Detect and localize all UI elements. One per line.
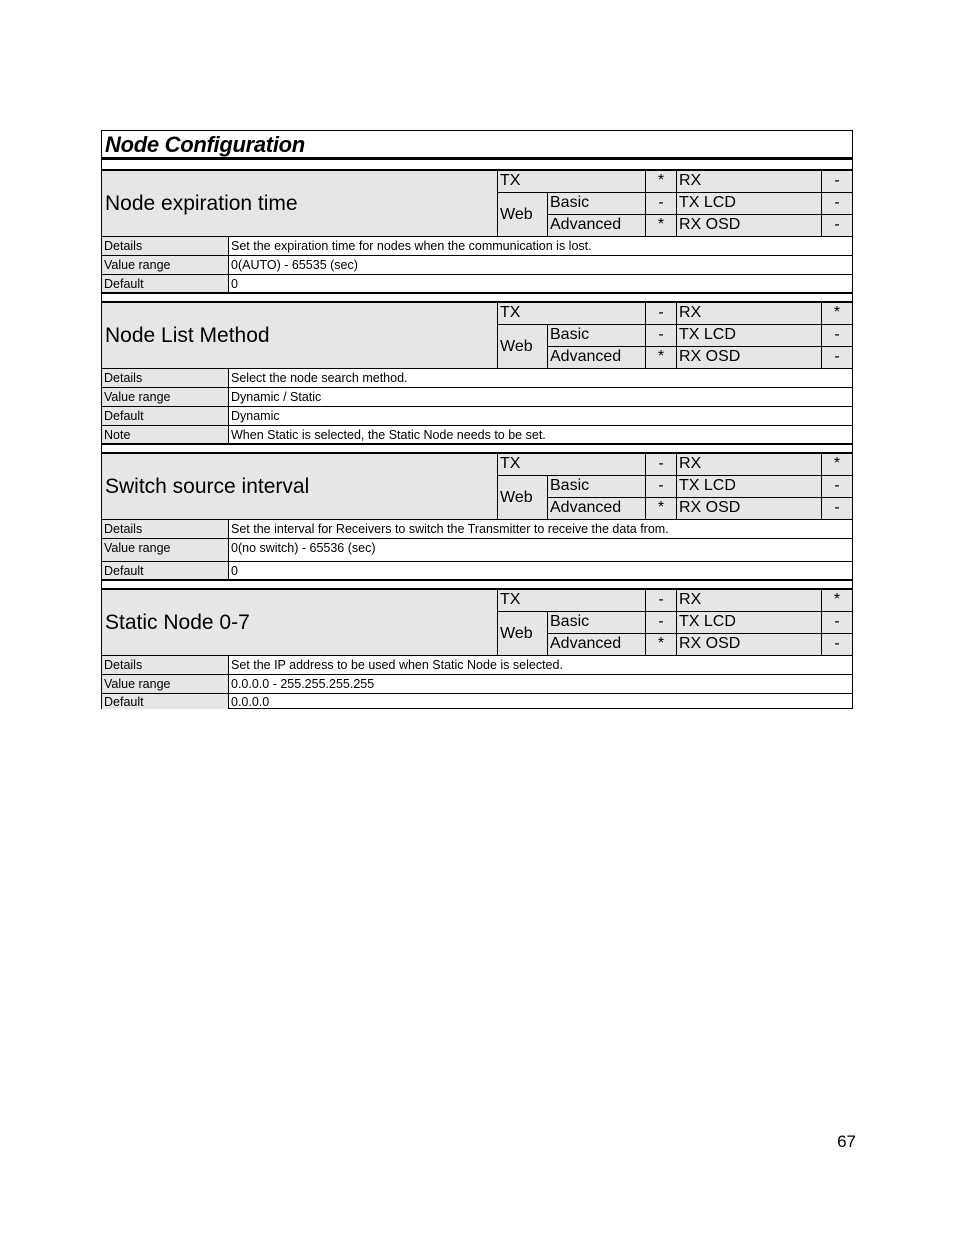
row-key: Details [102, 656, 229, 674]
section-separator [102, 159, 852, 171]
row-key: Value range [102, 388, 229, 406]
value-range-row [102, 256, 852, 275]
section-separator [102, 293, 852, 303]
section-header [102, 454, 852, 520]
node-configuration-table [101, 130, 853, 709]
tx-label: TX [498, 171, 646, 193]
availability-grid [498, 171, 852, 237]
rx-osd-label: RX OSD [677, 215, 822, 237]
tx-lcd-mark: - [822, 612, 852, 634]
section-header [102, 590, 852, 656]
web-label: Web [498, 476, 548, 520]
rx-mark: - [822, 171, 852, 193]
row-key: Note [102, 426, 229, 443]
rx-osd-mark: - [822, 215, 852, 237]
tx-lcd-mark: - [822, 476, 852, 498]
rx-mark: * [822, 303, 852, 325]
row-key: Default [102, 407, 229, 425]
row-key: Default [102, 275, 229, 292]
tx-mark: - [646, 454, 677, 476]
advanced-mark: * [646, 347, 677, 369]
table-title: Node Configuration [102, 131, 852, 159]
row-key: Details [102, 237, 229, 255]
row-key: Default [102, 694, 229, 709]
tx-lcd-label: TX LCD [677, 325, 822, 347]
row-value: Set the IP address to be used when Static Node is selected. [231, 658, 563, 672]
basic-mark: - [646, 193, 677, 215]
tx-label: TX [498, 454, 646, 476]
basic-label: Basic [548, 612, 646, 634]
details-row [102, 369, 852, 388]
web-label: Web [498, 193, 548, 237]
row-value: Dynamic / Static [231, 390, 322, 404]
rx-osd-mark: - [822, 634, 852, 656]
details-row [102, 520, 852, 539]
value-range-row [102, 388, 852, 407]
row-value: Set the interval for Receivers to switch the Transmitter to receive the data from. [231, 522, 669, 536]
rx-osd-mark: - [822, 498, 852, 520]
details-row [102, 237, 852, 256]
row-key: Value range [102, 256, 229, 274]
rx-label: RX [677, 454, 822, 476]
advanced-label: Advanced [548, 215, 646, 237]
tx-lcd-label: TX LCD [677, 612, 822, 634]
default-row [102, 275, 852, 293]
web-label: Web [498, 612, 548, 656]
row-key: Details [102, 520, 229, 538]
setting-name: Switch source interval [102, 454, 498, 520]
row-key: Value range [102, 539, 229, 561]
rx-osd-label: RX OSD [677, 498, 822, 520]
tx-lcd-mark: - [822, 325, 852, 347]
default-row [102, 407, 852, 426]
rx-mark: * [822, 590, 852, 612]
advanced-mark: * [646, 498, 677, 520]
page-number: 67 [837, 1132, 856, 1151]
row-value: 0 [231, 277, 238, 291]
note-row [102, 426, 852, 444]
row-value: Set the expiration time for nodes when the communication is lost. [231, 239, 592, 253]
availability-grid [498, 454, 852, 520]
advanced-label: Advanced [548, 634, 646, 656]
basic-mark: - [646, 612, 677, 634]
row-value: Dynamic [231, 409, 280, 423]
row-key: Details [102, 369, 229, 387]
tx-lcd-label: TX LCD [677, 193, 822, 215]
setting-name: Node expiration time [102, 171, 498, 237]
rx-osd-mark: - [822, 347, 852, 369]
advanced-mark: * [646, 215, 677, 237]
tx-lcd-label: TX LCD [677, 476, 822, 498]
web-label: Web [498, 325, 548, 369]
row-value: 0 [231, 564, 238, 578]
rx-label: RX [677, 590, 822, 612]
availability-grid [498, 303, 852, 369]
section-header [102, 303, 852, 369]
basic-mark: - [646, 476, 677, 498]
tx-lcd-mark: - [822, 193, 852, 215]
rx-label: RX [677, 171, 822, 193]
section-separator [102, 444, 852, 454]
setting-name: Static Node 0-7 [102, 590, 498, 656]
basic-label: Basic [548, 476, 646, 498]
default-row [102, 694, 852, 709]
value-range-row [102, 539, 852, 562]
row-value: 0(AUTO) - 65535 (sec) [231, 258, 358, 272]
basic-mark: - [646, 325, 677, 347]
section-header [102, 171, 852, 237]
rx-label: RX [677, 303, 822, 325]
basic-label: Basic [548, 325, 646, 347]
row-key: Default [102, 562, 229, 579]
tx-mark: - [646, 303, 677, 325]
rx-mark: * [822, 454, 852, 476]
tx-mark: * [646, 171, 677, 193]
advanced-label: Advanced [548, 498, 646, 520]
row-key: Value range [102, 675, 229, 693]
advanced-label: Advanced [548, 347, 646, 369]
advanced-mark: * [646, 634, 677, 656]
row-value: 0(no switch) - 65536 (sec) [231, 541, 376, 555]
row-value: 0.0.0.0 [231, 695, 270, 709]
value-range-row [102, 675, 852, 694]
rx-osd-label: RX OSD [677, 634, 822, 656]
details-row [102, 656, 852, 675]
setting-name: Node List Method [102, 303, 498, 369]
row-value: 0.0.0.0 - 255.255.255.255 [231, 677, 375, 691]
tx-label: TX [498, 590, 646, 612]
availability-grid [498, 590, 852, 656]
basic-label: Basic [548, 193, 646, 215]
row-value: Select the node search method. [231, 371, 408, 385]
row-value: When Static is selected, the Static Node needs to be set. [231, 428, 546, 442]
section-separator [102, 580, 852, 590]
default-row [102, 562, 852, 580]
tx-mark: - [646, 590, 677, 612]
rx-osd-label: RX OSD [677, 347, 822, 369]
tx-label: TX [498, 303, 646, 325]
